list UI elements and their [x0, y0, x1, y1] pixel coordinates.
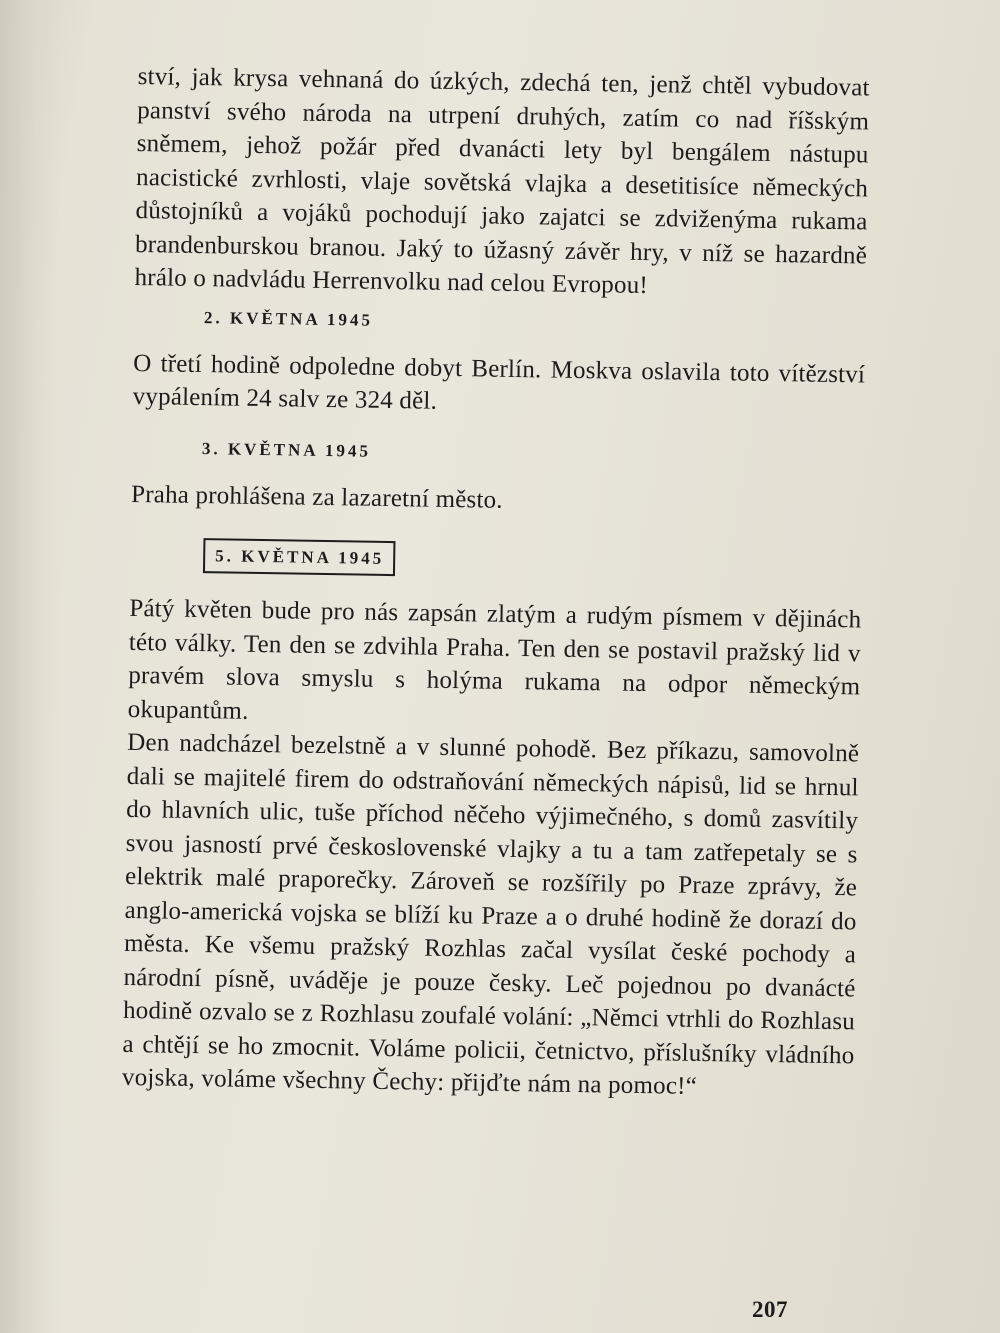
- date-heading-may-5-boxed: 5. KVĚTNA 1945: [203, 538, 396, 576]
- intro-paragraph: ství, jak krysa vehnaná do úzkých, zdechá ten, jenž chtěl vybudovat panství svého národa na utrpení druhých, zatím co nad říšským sněmem, jehož požár před dvanácti lety byl bengálem nástupu nacistické zvrhlosti, vlaje sovětská vlajka a desetitisíce německých důstojníků a vojáků pochodují jako zajatci se zdviženýma rukama brandenburskou branou. Jaký to úžasný závěr hry, v níž se hazardně hrálo o nadvládu Herrenvolku nad celou Evropou!: [134, 62, 870, 300]
- entry-may-3-text: Praha prohlášena za lazaretní město.: [130, 480, 503, 514]
- date-heading-may-5-wrapper: [130, 537, 862, 583]
- page-number: 207: [752, 1297, 788, 1322]
- entry-may-5-paragraph-2: Den nadcházel bezelstně a v slunné pohodě. Bez příkazu, samovolně dali se majitelé firem do odstraňování německých nápisů, lid se hrnul do hlavních ulic, tuše příchod něčeho výjimečného, s domů zasvítily svou jasností prvé československé vlajky a tu a tam zatřepetaly se s elektrik malé praporečky. Zároveň se rozšířily po Praze zprávy, že anglo-americká vojska se blíží ku Praze a o druhé hodině že dorazí do města. Ke všemu pražský Rozhlas začal vysílat české pochody a národní písně, uváděje je pouze česky. Leč pojednou po dvanácté hodině ozvalo se z Rozhlasu zoufalé volání: „Němci vtrhli do Rozhlasu a chtějí se ho zmocnit. Voláme policii, četnictvo, příslušníky vládního vojska, voláme všechny Čechy: přijďte nám na pomoc!“: [121, 728, 860, 1100]
- date-heading-may-3: 3. KVĚTNA 1945: [201, 438, 372, 461]
- entry-may-2-text: O třetí hodině odpoledne dobyt Berlín. Moskva oslavila toto vítězství vypálením 24 salv ze 324 děl.: [132, 349, 866, 415]
- entry-may-5-paragraph-1: Pátý květen bude pro nás zapsán zlatým a rudým písmem v dějinách této války. Ten den se zdvihla Praha. Ten den se postavil pražský lid v pravém slova smyslu s holýma rukama na odpor německým okupantům.: [127, 594, 862, 725]
- page-edge-shadow: [0, 0, 60, 1333]
- book-page-text: [122, 60, 870, 1106]
- date-heading-may-2: 2. KVĚTNA 1945: [203, 307, 374, 330]
